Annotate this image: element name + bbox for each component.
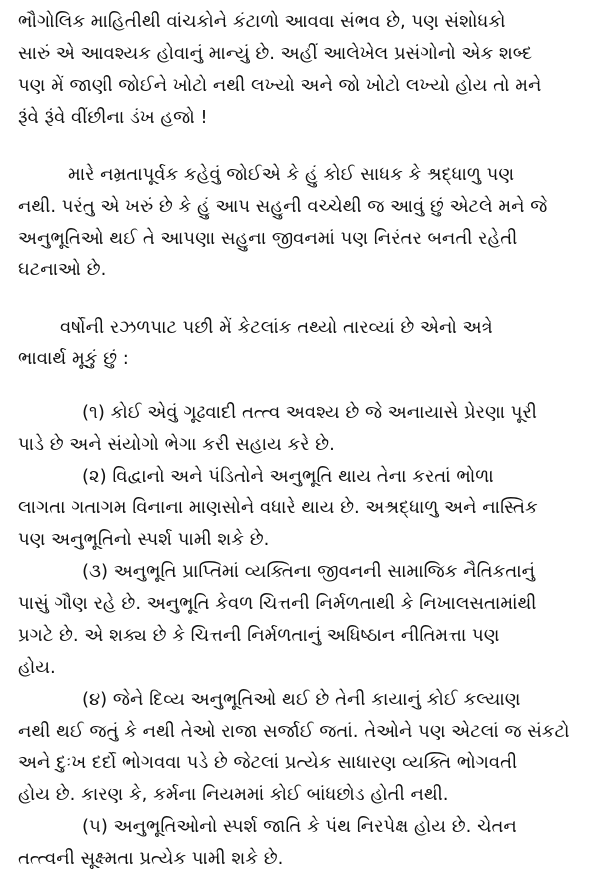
text-line: પણ મેં જાણી જોઈને ખોટો નથી લખ્યો અને જો ખોટો લખ્યો હોય તો મને (18, 75, 542, 96)
text-line: (૩) અનુભૂતિ પ્રાપ્તિમાં વ્યક્તિના જીવનની સામાજિક નૈતિકતાનું (82, 561, 536, 582)
text-line: હોય છે. કારણ કે, કર્મના નિયમમાં કોઈ બાંધછોડ હોતી નથી. (18, 784, 449, 805)
text-line: પાસું ગૌણ રહે છે. અનુભૂતિ કેવળ ચિત્તની નિર્મળતાથી કે નિખાલસતામાંથી (18, 593, 537, 614)
text-line: (૪) જેને દિવ્ય અનુભૂતિઓ થઈ છે તેની કાયાનું કોઈ કલ્યાણ (82, 689, 521, 710)
text-line: (૨) વિદ્વાનો અને પંડિતોને અનુભૂતિ થાય તેના કરતાં ભોળા (82, 466, 494, 487)
text-line: રૂંવે રૂંવે વીંછીના ડંખ હજો ! (18, 107, 208, 128)
text-line: ઘટનાઓ છે. (18, 259, 107, 280)
text-line: (૧) કોઈ એવું ગૂઢવાદી તત્ત્વ અવશ્ય છે જે અનાયાસે પ્રેરણા પૂરી (82, 402, 537, 423)
text-line: તત્ત્વની સૂક્ષ્મતા પ્રત્યેક પામી શકે છે. (18, 848, 284, 869)
text-line: લાગતા ગતાગમ વિનાના માણસોને વધારે થાય છે. અશ્રદ્ધાળુ અને નાસ્તિક (18, 497, 538, 518)
text-line: મારે નમ્રતાપૂર્વક કહેવું જોઈએ કે હું કોઈ સાધક કે શ્રદ્ધાળુ પણ (68, 164, 515, 185)
text-line: નથી થઈ જતું કે નથી તેઓ રાજા સર્જાઈ જતાં. તેઓને પણ એટલાં જ સંકટો (18, 721, 570, 742)
text-line: પાડે છે અને સંયોગો ભેગા કરી સહાય કરે છે. (18, 434, 335, 455)
text-line: પ્રગટે છે. એ શક્ય છે કે ચિત્તની નિર્મળતાનું અધિષ્ઠાન નીતિમત્તા પણ (18, 625, 500, 646)
text-line: નથી. પરંતુ એ ખરું છે કે હું આપ સહુની વચ્ચેથી જ આવું છું એટલે મને જે (18, 196, 548, 217)
text-line: અને દુઃખ દર્દો ભોગવવા પડે છે જેટલાં પ્રત્યેક સાધારણ વ્યક્તિ ભોગવતી (18, 752, 518, 773)
text-line: (૫) અનુભૂતિઓનો સ્પર્શ જાતિ કે પંથ નિરપેક્ષ હોય છે. ચેતન (82, 816, 517, 837)
text-line: ભૌગોલિક માહિતીથી વાંચકોને કંટાળો આવવા સંભવ છે, પણ સંશોધકો (18, 11, 506, 32)
text-line: વર્ષોની રઝળપાટ પછી મેં કેટલાંક તથ્યો તારવ્યાં છે એનો અત્રે (60, 317, 493, 338)
text-line: પણ અનુભૂતિનો સ્પર્શ પામી શકે છે. (18, 529, 270, 550)
text-line: ભાવાર્થ મૂકું છું : (18, 348, 129, 369)
text-line: હોય. (18, 657, 56, 678)
text-line: અનુભૂતિઓ થઈ તે આપણા સહુના જીવનમાં પણ નિરંતર બનતી રહેતી (18, 228, 518, 249)
text-line: સારું એ આવશ્યક હોવાનું માન્યું છે. અહીં આલેખેલ પ્રસંગોનો એક શબ્દ (18, 43, 533, 64)
